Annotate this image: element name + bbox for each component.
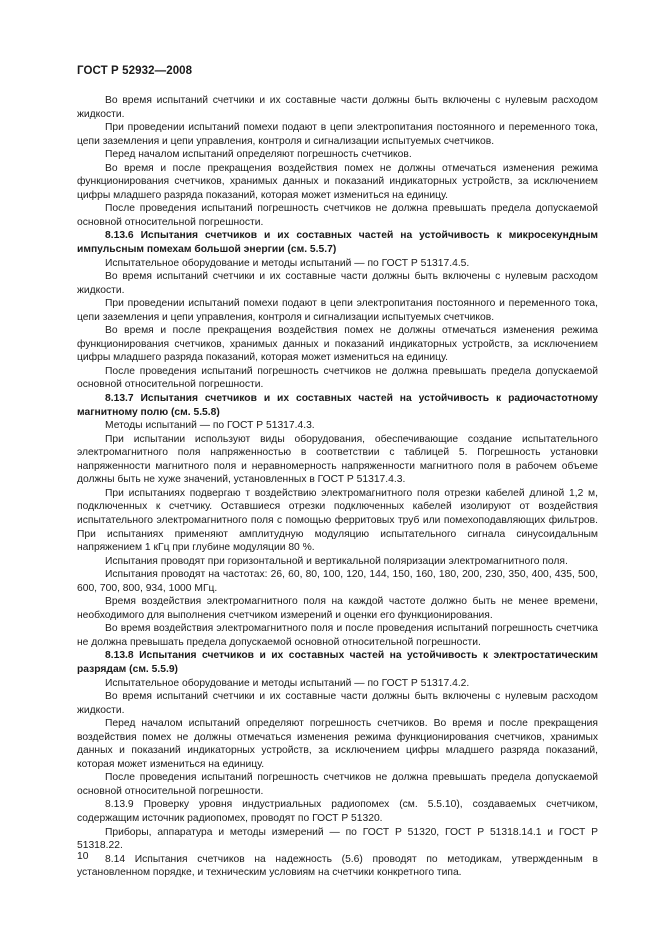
paragraph: Методы испытаний — по ГОСТ Р 51317.4.3. [105, 420, 315, 432]
paragraph: При проведении испытаний помехи подают в цепи электропитания постоянного и переменного тока, цепи заземления и цепи управления, контроля и сигнализации испытуемых счетчиков. [77, 298, 598, 323]
paragraph: Испытательное оборудование и методы испытаний — по ГОСТ Р 51317.4.5. [105, 257, 470, 269]
page-number: 10 [77, 851, 89, 862]
paragraph: После проведения испытаний погрешность счетчиков не должна превышать предела допускаемой основной относительной погрешности. [77, 203, 598, 228]
paragraph: Перед началом испытаний определяют погрешность счетчиков. [105, 149, 412, 161]
paragraph: 8.14 Испытания счетчиков на надежность (5.6) проводят по методикам, утвержденным в установленном порядке, и техническим условиям на счетчики конкретного типа. [77, 853, 598, 879]
paragraph: Во время испытаний счетчики и их составные части должны быть включены с нулевым расходом жидкости. [77, 271, 598, 296]
section-heading: 8.13.8 Испытания счетчиков и их составных частей на устойчивость к электростатическим разрядам (см. 5.5.9) [77, 650, 598, 675]
paragraph: При испытаниях подвергаю т воздействию электромагнитного поля отрезки кабелей длиной 1,2 м, подключенных к счетчику. Оставшиеся отрезки подключенных кабелей изолируют от воздействия испытательного электромагнитного поля с помощью ферритовых труб или помехоподавляющих фильтров. При испытаниях применяют амплитудную модуляцию испытательного сигнала синусоидальным напряжением 1 кГц при глубине модуляции 80 %. [77, 487, 598, 554]
paragraph: Испытательное оборудование и методы испытаний — по ГОСТ Р 51317.4.2. [105, 677, 470, 689]
paragraph: После проведения испытаний погрешность счетчиков не должна превышать предела допускаемой основной относительной погрешности. [77, 772, 598, 797]
document-body [77, 94, 598, 880]
paragraph: После проведения испытаний погрешность счетчиков не должна превышать предела допускаемой основной относительной погрешности. [77, 365, 598, 391]
paragraph: 8.13.9 Проверку уровня индустриальных радиопомех (см. 5.5.10), создаваемых счетчиком, содержащим источник радиопомех, проводят по ГОСТ Р 51320. [77, 799, 598, 824]
paragraph: Время воздействия электромагнитного поля на каждой частоте должно быть не менее времени, необходимого для выполнения счетчиком измерений и оценки его функционирования. [77, 596, 598, 621]
paragraph: При испытании используют виды оборудования, обеспечивающие создание испытательного электромагнитного поля напряженностью в соответствии с таблицей 5. Погрешность установки напряженности магнитного поля и неравномерность напряженности магнитного поля в рабочем объеме должны быть не хуже значений, установленных в ГОСТ Р 51317.4.3. [77, 433, 598, 486]
paragraph: Испытания проводят при горизонтальной и вертикальной поляризации электромагнитного поля. [105, 555, 568, 567]
section-heading: 8.13.7 Испытания счетчиков и их составных частей на устойчивость к радиочастотному магнитному полю (см. 5.5.8) [77, 393, 598, 418]
paragraph: Во время испытаний счетчики и их составные части должны быть включены с нулевым расходом жидкости. [77, 95, 598, 120]
paragraph: Во время и после прекращения воздействия помех не должны отмечаться изменения режима функционирования счетчиков, хранимых данных и показаний индикаторных устройств, за исключением цифры младшего разряда показаний, которая может измениться на единицу. [77, 325, 598, 364]
paragraph: При проведении испытаний помехи подают в цепи электропитания постоянного и переменного тока, цепи заземления и цепи управления, контроля и сигнализации испытуемых счетчиков. [77, 122, 598, 147]
paragraph: Во время испытаний счетчики и их составные части должны быть включены с нулевым расходом жидкости. [77, 691, 598, 716]
paragraph: Перед началом испытаний определяют погрешность счетчиков. Во время и после прекращения воздействия помех не должны отмечаться изменения режима функционирования счетчиков, хранимых данных и показаний индикаторных устройств, за исключением цифры младшего разряда показаний, которая может измениться на единицу. [77, 718, 598, 770]
section-heading: 8.13.6 Испытания счетчиков и их составных частей на устойчивость к микросекундным импульсным помехам большой энергии (см. 5.5.7) [77, 230, 598, 256]
document-header: ГОСТ Р 52932—2008 [77, 65, 193, 77]
paragraph: Приборы, аппаратура и методы измерений — по ГОСТ Р 51320, ГОСТ Р 51318.14.1 и ГОСТ Р 51318.22. [77, 826, 598, 852]
paragraph: Во время воздействия электромагнитного поля и после проведения испытаний погрешность счетчика не должна превышать предела допускаемой основной относительной погрешности. [77, 623, 598, 648]
paragraph: Испытания проводят на частотах: 26, 60, 80, 100, 120, 144, 150, 160, 180, 200, 230, 350, 400, 435, 500, 600, 700, 800, 934, 1000 МГц. [77, 569, 598, 594]
paragraph: Во время и после прекращения воздействия помех не должны отмечаться изменения режима функционирования счетчиков, хранимых данных и показаний индикаторных устройств, за исключением цифры младшего разряда показаний, которая может измениться на единицу. [77, 162, 598, 201]
